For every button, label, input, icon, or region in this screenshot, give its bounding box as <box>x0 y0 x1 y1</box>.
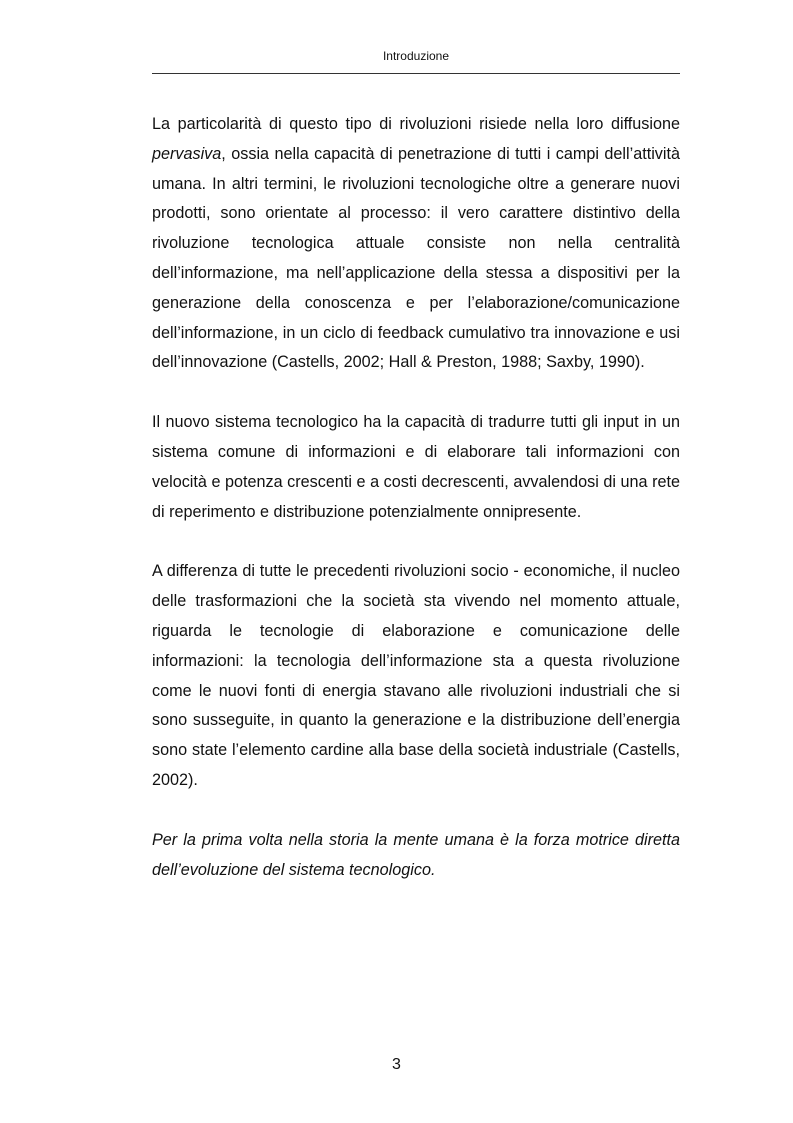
paragraph-4-italic: Per la prima volta nella storia la mente umana è la forza motrice diretta dell’evoluzione del sistema tecnologico. <box>152 830 680 879</box>
page-number: 3 <box>392 1056 401 1073</box>
paragraph-3: A differenza di tutte le precedenti rivoluzioni socio - economiche, il nucleo delle trasformazioni che la società sta vivendo nel momento attuale, riguarda le tecnologie di elaborazione e comunicazione delle informazioni: la tecnologia dell’informazione sta a questa rivoluzione come le nuovi fonti di energia stavano alle rivoluzioni industriali che si sono susseguite, in quanto la generazione e la distribuzione dell’energia sono state l’elemento cardine alla base della società industriale (Castells, 2002). <box>152 562 680 789</box>
paragraph-1-text-start: La particolarità di questo tipo di rivoluzioni risiede nella loro diffusione <box>152 115 680 133</box>
page-body <box>152 110 680 915</box>
header-title: Introduzione <box>382 49 450 63</box>
paragraph-1-text-end: , ossia nella capacità di penetrazione di tutti i campi dell’attività umana. In altri termini, le rivoluzioni tecnologiche oltre a generare nuovi prodotti, sono orientate al processo: il vero carattere distintivo della rivoluzione tecnologica attuale consiste non nella centralità dell’informazione, ma nell’applicazione della stessa a dispositivi per la generazione della conoscenza e per l’elaborazione/comunicazione dell’informazione, in un ciclo di feedback cumulativo tra innovazione e usi dell’innovazione (Castells, 2002; Hall & Preston, 1988; Saxby, 1990). <box>152 144 680 372</box>
running-header <box>152 47 680 74</box>
paragraph-1 <box>152 110 680 378</box>
paragraph-2: Il nuovo sistema tecnologico ha la capacità di tradurre tutti gli input in un sistema comune di informazioni e di elaborare tali informazioni con velocità e potenza crescenti e a costi decrescenti, avvalendosi di una rete di reperimento e distribuzione potenzialmente onnipresente. <box>152 413 680 521</box>
paragraph-1-emphasis: pervasiva <box>152 144 222 163</box>
